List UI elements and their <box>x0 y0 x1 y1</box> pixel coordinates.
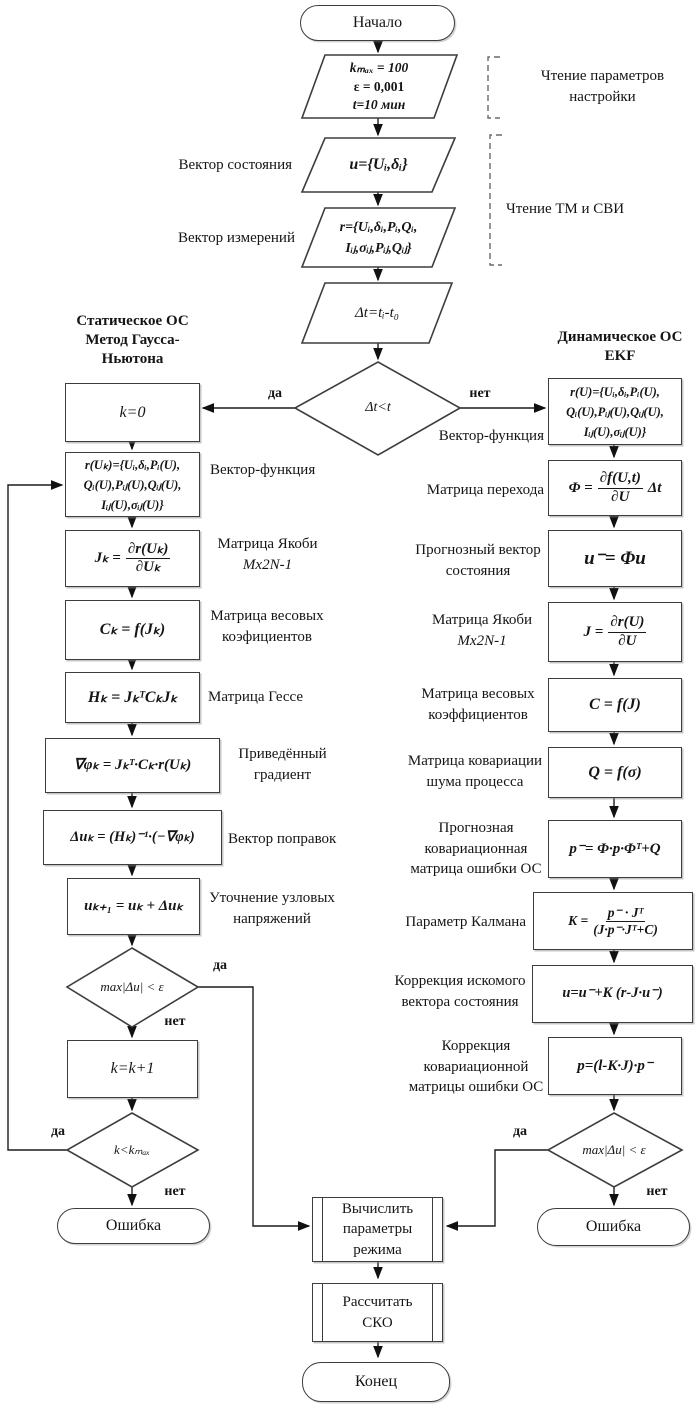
bracket-tm-note <box>490 135 502 265</box>
label-correct-state: Коррекция искомого вектора состояния <box>394 973 526 1010</box>
param-epsilon: ε = 0,001 <box>353 78 405 94</box>
connector-right-eps-yes-to-compute <box>447 1150 548 1226</box>
process-jacobi-left: Jₖ = $\frac{\text{∂r(Uₖ)}}{\text{∂Uₖ}}$ <box>65 530 200 587</box>
process-update-u: uₖ₊₁ = uₖ + Δuₖ <box>67 878 200 935</box>
process-hesse: Hₖ = JₖᵀCₖJₖ <box>65 672 200 723</box>
label-predict-state: Прогнозный вектор состояния <box>415 542 541 579</box>
state-vector-io-text: u={Uᵢ,δᵢ} <box>349 156 408 174</box>
predefined-compute-mode-params: Вычислить параметры режима <box>312 1197 443 1262</box>
edge-label-no-dt: нет <box>469 386 491 401</box>
right-branch-header: Динамическое ОС EKF <box>557 329 683 364</box>
process-predict-state: u⁻= Φu <box>548 530 682 587</box>
label-weights-left: Матрица весовых коэфициентов <box>210 608 324 645</box>
note-read-tm-svi: Чтение ТМ и СВИ <box>506 201 625 217</box>
label-correct-covariance: Коррекция ковариационной матрицы ошибки ОС <box>408 1038 544 1096</box>
terminal-start-label: Начало <box>352 14 403 32</box>
label-gradient: Приведённый градиент <box>238 746 327 783</box>
label-delta-u: Вектор поправок <box>228 831 337 847</box>
connector-left-eps-yes-to-compute <box>198 987 309 1226</box>
process-noise-covariance: Q = f(σ) <box>548 747 682 798</box>
bracket-params-note <box>488 57 500 118</box>
param-time: t=10 мин <box>352 97 406 113</box>
edge-label-no-right-eps: нет <box>646 1184 668 1199</box>
param-kmax: kₘₐₓ = 100 <box>349 59 409 75</box>
note-read-params: Чтение параметров настройки <box>540 68 665 105</box>
right-eps-condition-text: max|Δu| < ε <box>582 1142 646 1158</box>
label-jacobi-left: Матрица Якоби Mx2N-1 <box>217 536 318 573</box>
process-kalman-gain: K = $\frac{\text{p⁻ · Jᵀ}}{\text{(J·p⁻·Jᵀ+C)}}$ <box>533 892 693 950</box>
left-eps-condition-text: max|Δu| < ε <box>100 979 164 995</box>
process-correct-covariance: p=(l-K·J)·p⁻ <box>548 1037 682 1095</box>
params-io-text <box>310 59 448 115</box>
fraction: $\frac{\partial f(U,t)}{\partial U}$ <box>599 470 641 505</box>
predefined-compute-sko: Рассчитать СКО <box>312 1283 443 1342</box>
label-transition-matrix: Матрица перехода <box>426 482 544 498</box>
process-weights-left: Cₖ = f(Jₖ) <box>65 600 200 660</box>
terminal-error-right: Ошибка <box>537 1208 690 1246</box>
dt-condition-text: Δt<t <box>365 399 391 415</box>
label-jacobi-right: Матрица Якоби Mx2N-1 <box>432 612 532 649</box>
process-correct-state: u=u⁻+K (r-J·u⁻) <box>532 965 693 1023</box>
measurement-vector-io-text: r={Uᵢ,δᵢ,Pᵢ,Qᵢ, Iᵢⱼ,σᵢⱼ,Pᵢⱼ,Qᵢⱼ} <box>339 219 418 256</box>
process-weights-right: C = f(J) <box>548 678 682 732</box>
label-kalman-gain: Параметр Калмана <box>405 914 526 930</box>
terminal-error-left: Ошибка <box>57 1208 210 1244</box>
edge-label-yes-left-eps: да <box>212 958 228 973</box>
process-vector-function-left: r(Uₖ)={Uᵢ,δᵢ,Pᵢ(U), Qᵢ(U),Pᵢⱼ(U),Qᵢⱼ(U), Iᵢⱼ(U),σᵢⱼ(U)} <box>65 452 200 517</box>
delta-t-io-text: Δt=tᵢ-t₀ <box>354 304 399 321</box>
label-measurement-vector: Вектор измерений <box>178 230 295 246</box>
fraction: $\frac{\partial r(U)}{\partial U}$ <box>610 614 645 649</box>
label-state-vector: Вектор состояния <box>178 157 292 173</box>
process-vector-function-right: r(U)={Uᵢ,δᵢ,Pᵢ(U), Qᵢ(U),Pᵢⱼ(U),Qᵢⱼ(U), Iᵢⱼ(U),σᵢⱼ(U)} <box>548 378 682 445</box>
process-gradient: ∇φₖ = Jₖᵀ·Cₖ·r(Uₖ) <box>45 738 220 793</box>
fraction: $\frac{\text{p⁻ · Jᵀ}}{\text{(J·p⁻·Jᵀ+C)}}$ <box>593 904 658 937</box>
terminal-end: Конец <box>302 1362 450 1402</box>
label-predict-covariance: Прогнозная ковариационная матрица ошибки ОС <box>410 820 542 878</box>
label-vector-function-left: Вектор-функция <box>210 462 316 478</box>
edge-label-no-kmax: нет <box>164 1184 186 1199</box>
process-delta-u: Δuₖ = (Hₖ)⁻¹·(−∇φₖ) <box>43 810 222 865</box>
edge-label-yes-kmax: да <box>50 1124 66 1139</box>
label-hesse: Матрица Гессе <box>208 689 304 705</box>
label-vector-function-right: Вектор-функция <box>438 428 544 444</box>
label-noise-covariance: Матрица ковариации шума процесса <box>407 753 543 790</box>
edge-label-yes-dt: да <box>267 386 283 401</box>
label-update-u: Уточнение узловых напряжений <box>209 890 335 927</box>
edge-label-no-left-eps: нет <box>164 1014 186 1029</box>
process-predict-covariance: p⁻= Φ·p·Φᵀ+Q <box>548 820 682 878</box>
process-increment-k: k=k+1 <box>67 1040 198 1098</box>
edge-label-yes-right-eps: да <box>512 1124 528 1139</box>
fraction: $\frac{\text{∂r(Uₖ)}}{\text{∂Uₖ}}$ <box>127 540 169 575</box>
process-transition-matrix: Φ = $\frac{\partial f(U,t)}{\partial U}$ Δt <box>548 460 682 516</box>
left-branch-header: Статическое ОС Метод Гаусса- Ньютона <box>76 313 189 367</box>
terminal-start <box>300 5 455 41</box>
process-k0: k=0 <box>65 383 200 442</box>
label-weights-right: Матрица весовых коэффициентов <box>421 686 535 723</box>
process-jacobi-right: J = $\frac{\partial r(U)}{\partial U}$ <box>548 602 682 662</box>
kmax-condition-text: k<kₘₐₓ <box>114 1142 150 1158</box>
